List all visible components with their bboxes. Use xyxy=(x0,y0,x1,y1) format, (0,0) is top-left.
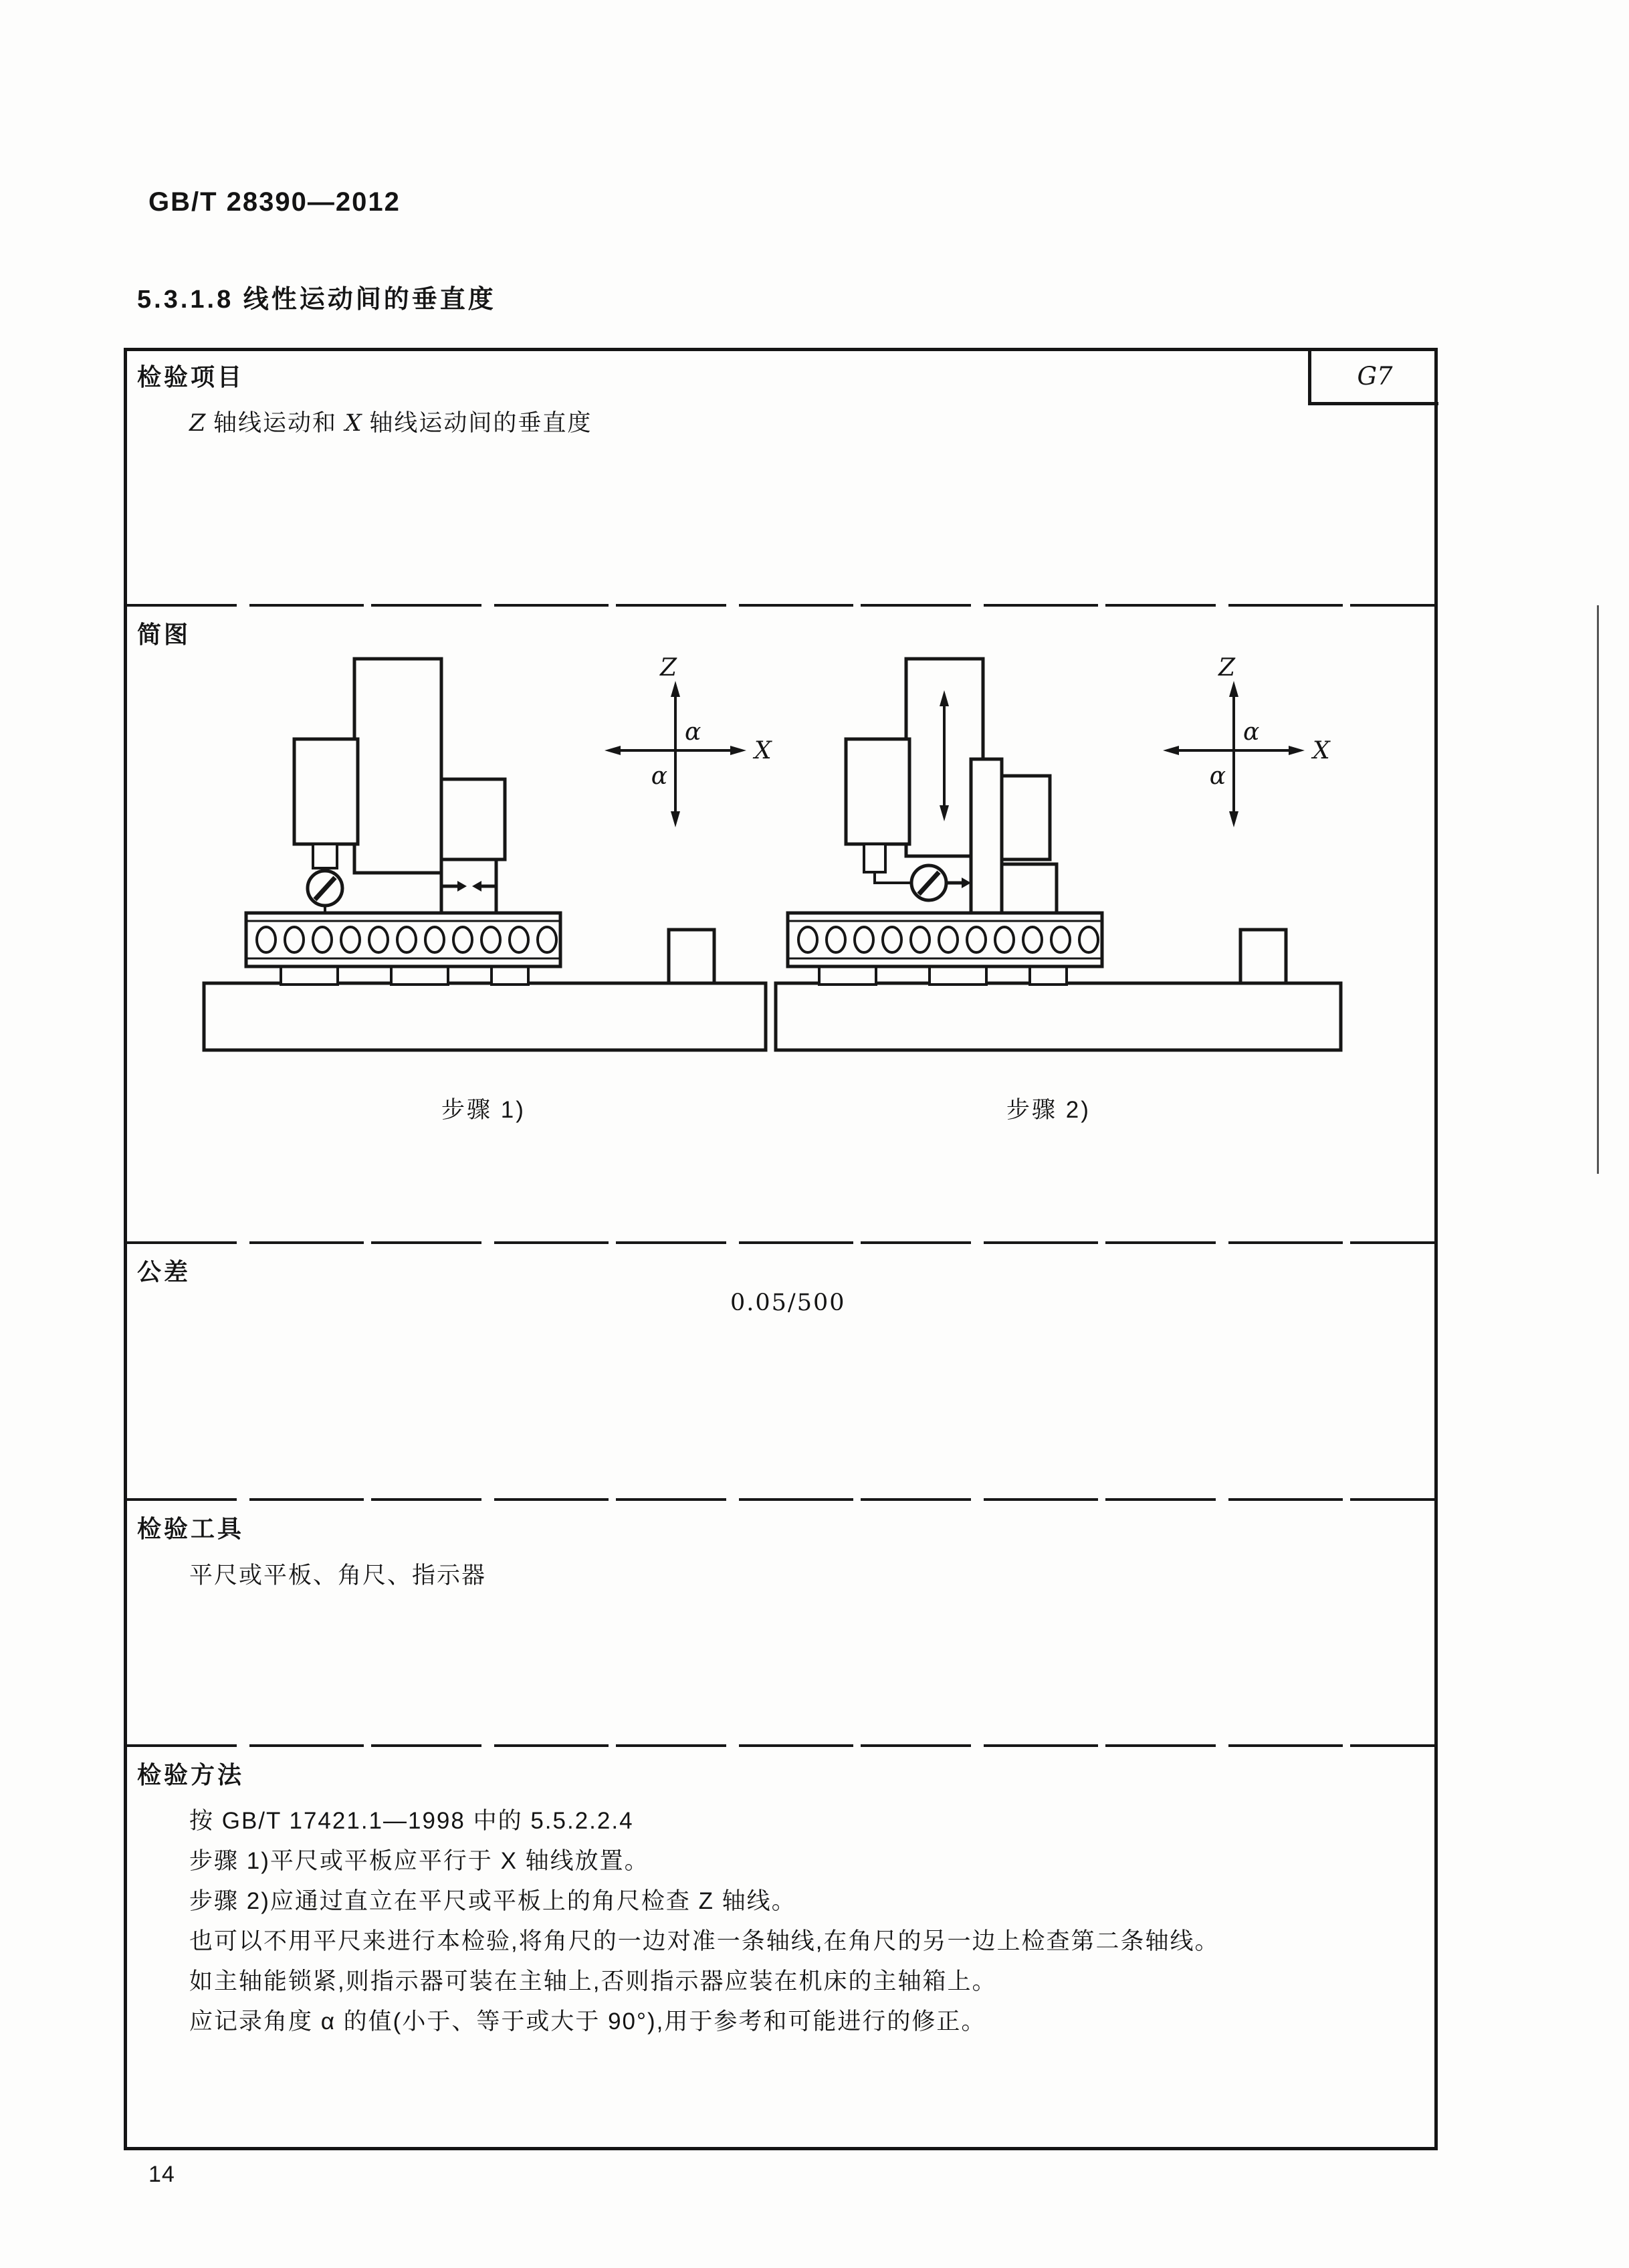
method-line-3: 步骤 2)应通过直立在平尺或平板上的角尺检查 Z 轴线。 xyxy=(189,1888,796,1914)
item-text-mid: 轴线运动和 xyxy=(205,410,345,436)
tolerance-value: 0.05/500 xyxy=(730,1290,846,1316)
axis-x-symbol: X xyxy=(344,410,362,437)
machine1-column xyxy=(354,659,441,873)
machine1-block xyxy=(669,930,714,983)
row-separator-4 xyxy=(126,1744,1435,1747)
item-row-label: 检验项目 xyxy=(137,363,245,391)
method-line-6: 应记录角度 α 的值(小于、等于或大于 90°),用于参考和可能进行的修正。 xyxy=(189,2008,986,2035)
axes-cross-1 xyxy=(605,654,772,827)
method-line-4: 也可以不用平尺来进行本检验,将角尺的一边对准一条轴线,在角尺的另一边上检查第二条轴线。 xyxy=(189,1928,1220,1954)
machine2-spindle-head xyxy=(846,739,909,844)
axes2-alpha-upper: α xyxy=(1243,718,1260,746)
axes1-x-label: X xyxy=(754,737,772,764)
machine2-block xyxy=(1240,930,1286,983)
item-text-tail: 轴线运动间的垂直度 xyxy=(361,410,592,436)
machine1-support-2 xyxy=(391,966,448,985)
machine2-probe-arrow xyxy=(946,878,971,888)
tools-text: 平尺或平板、角尺、指示器 xyxy=(189,1562,487,1588)
axes2-alpha-lower: α xyxy=(1209,762,1226,790)
machine-step1 xyxy=(204,659,766,1050)
row-separator-2 xyxy=(126,1241,1435,1244)
axes1-z-label: Z xyxy=(659,654,677,682)
method-row-label: 检验方法 xyxy=(137,1761,245,1788)
item-text xyxy=(189,405,592,438)
axes2-z-label: Z xyxy=(1218,654,1235,682)
scan-edge-artifact xyxy=(1597,605,1599,1174)
doc-number: GB/T 28390—2012 xyxy=(148,187,401,217)
dial-indicator-icon-2 xyxy=(911,865,946,900)
machine1-support-3 xyxy=(492,966,528,985)
step1-caption: 步骤 1) xyxy=(441,1097,526,1123)
diagram-figure xyxy=(124,605,1438,1241)
diagram-row-label: 简图 xyxy=(137,621,191,648)
row-separator-3 xyxy=(126,1498,1435,1501)
axes1-alpha-lower: α xyxy=(651,762,667,790)
tools-row-label: 检验工具 xyxy=(137,1515,245,1542)
tolerance-row-label: 公差 xyxy=(137,1258,191,1285)
section-heading: 5.3.1.8 线性运动间的垂直度 xyxy=(137,286,496,314)
machine-step2 xyxy=(776,659,1341,1050)
axis-z-symbol: Z xyxy=(189,410,206,437)
machine1-support-1 xyxy=(281,966,338,985)
machine1-saddle-box xyxy=(441,779,505,859)
machine2-support-3 xyxy=(1030,966,1067,985)
item-code-cell: G7 xyxy=(1308,350,1438,405)
machine2-support-2 xyxy=(930,966,986,985)
axes1-alpha-upper: α xyxy=(685,718,701,746)
machine1-spindle-head xyxy=(294,739,358,844)
machine1-spindle-stub xyxy=(313,844,337,868)
method-line-2: 步骤 1)平尺或平板应平行于 X 轴线放置。 xyxy=(189,1848,649,1874)
axes-cross-2 xyxy=(1163,654,1331,827)
step2-caption: 步骤 2) xyxy=(1006,1097,1091,1123)
method-line-1: 按 GB/T 17421.1—1998 中的 5.5.2.2.4 xyxy=(189,1808,634,1834)
axes2-x-label: X xyxy=(1313,737,1330,764)
machine2-bed xyxy=(776,983,1341,1050)
dial-indicator-icon xyxy=(308,871,342,914)
machine1-bed xyxy=(204,983,766,1050)
method-line-5: 如主轴能锁紧,则指示器可装在主轴上,否则指示器应装在机床的主轴箱上。 xyxy=(189,1968,997,1994)
machine2-support-1 xyxy=(819,966,876,985)
machine2-spindle-stub xyxy=(864,844,885,872)
page-number: 14 xyxy=(148,2162,175,2187)
